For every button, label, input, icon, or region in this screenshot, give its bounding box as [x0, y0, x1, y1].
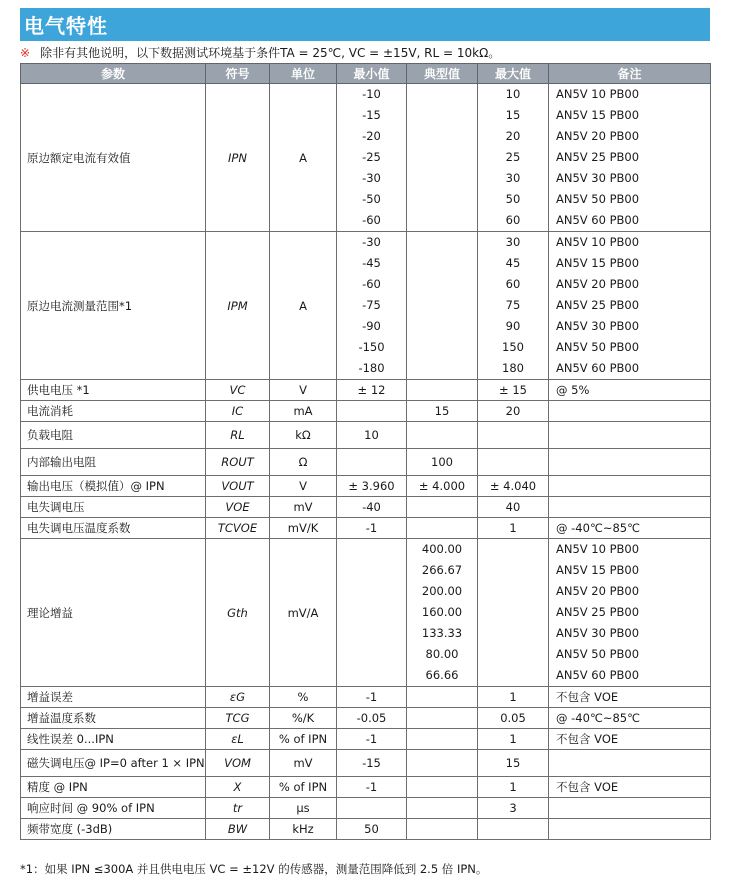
- symbol-cell: RL: [206, 422, 270, 449]
- min-cell: [337, 449, 407, 476]
- typ-cell: [407, 708, 478, 729]
- remark-cell-line: AN5V 50 PB00: [556, 192, 640, 206]
- header-symbol: 符号: [206, 64, 270, 84]
- param-cell: 原边电流测量范围*1: [21, 232, 206, 380]
- symbol-cell: X: [206, 777, 270, 798]
- max-cell-line: 25: [505, 150, 521, 164]
- min-cell: -1: [337, 729, 407, 750]
- max-cell-line: 150: [502, 340, 524, 354]
- min-cell: -1: [337, 518, 407, 539]
- remark-cell: [549, 401, 711, 422]
- param-cell: 供电电压 *1: [21, 380, 206, 401]
- min-cell-line: -10: [362, 87, 381, 101]
- table-row: [21, 476, 711, 497]
- remark-cell: 不包含 VOE: [549, 687, 711, 708]
- remark-cell-line: AN5V 30 PB00: [556, 319, 640, 333]
- param-cell: 精度 @ IPN: [21, 777, 206, 798]
- param-cell: 内部输出电阻: [21, 449, 206, 476]
- param-cell: 线性误差 0...IPN: [21, 729, 206, 750]
- param-cell: 响应时间 @ 90% of IPN: [21, 798, 206, 819]
- unit-cell: mV: [270, 497, 337, 518]
- remark-cell: @ -40℃~85℃: [549, 708, 711, 729]
- unit-cell: %/K: [270, 708, 337, 729]
- table-row: [21, 729, 711, 750]
- max-cell-line: 45: [505, 256, 521, 270]
- max-cell: 40: [478, 497, 549, 518]
- remark-cell-line: AN5V 50 PB00: [556, 340, 640, 354]
- max-cell-line: 75: [505, 298, 521, 312]
- remark-cell-line: AN5V 60 PB00: [556, 213, 640, 227]
- test-conditions-note: [20, 44, 500, 61]
- table-row: [21, 422, 711, 449]
- remark-cell-line: AN5V 15 PB00: [556, 256, 640, 270]
- table-row: [21, 401, 711, 422]
- header-min: 最小值: [337, 64, 407, 84]
- max-cell-line: 30: [505, 235, 521, 249]
- typ-cell-line: 266.67: [421, 563, 463, 577]
- unit-cell: Ω: [270, 449, 337, 476]
- remark-cell-line: AN5V 25 PB00: [556, 150, 640, 164]
- unit-cell: V: [270, 380, 337, 401]
- table-row: [21, 819, 711, 840]
- table-row: [21, 449, 711, 476]
- typ-cell: [407, 750, 478, 777]
- param-cell: 磁失调电压@ IP=0 after 1 × IPN: [21, 750, 206, 777]
- typ-cell: [407, 819, 478, 840]
- section-title-bar: [20, 8, 710, 41]
- typ-cell: [407, 539, 478, 687]
- typ-cell: [407, 798, 478, 819]
- min-cell-line: -150: [358, 340, 385, 354]
- table-row: [21, 777, 711, 798]
- max-cell-line: 60: [505, 277, 521, 291]
- typ-cell-line: 80.00: [425, 647, 459, 661]
- symbol-cell: tr: [206, 798, 270, 819]
- max-cell: 1: [478, 687, 549, 708]
- param-cell: 增益温度系数: [21, 708, 206, 729]
- remark-cell-line: AN5V 25 PB00: [556, 298, 640, 312]
- param-cell: 负载电阻: [21, 422, 206, 449]
- remark-cell-line: AN5V 50 PB00: [556, 647, 640, 661]
- table-row: [21, 708, 711, 729]
- param-cell: 输出电压（模拟值）@ IPN: [21, 476, 206, 497]
- unit-cell: V: [270, 476, 337, 497]
- table-row: [21, 518, 711, 539]
- remark-cell: [549, 819, 711, 840]
- typ-cell: [407, 232, 478, 380]
- param-cell: 电失调电压: [21, 497, 206, 518]
- typ-cell-line: 160.00: [421, 605, 463, 619]
- max-cell: 3: [478, 798, 549, 819]
- typ-cell: ± 4.000: [407, 476, 478, 497]
- min-cell-line: -15: [362, 108, 381, 122]
- min-cell: [337, 232, 407, 380]
- min-cell-line: -50: [362, 192, 381, 206]
- max-cell-line: 10: [505, 87, 521, 101]
- remark-cell-line: AN5V 20 PB00: [556, 129, 640, 143]
- remark-cell-line: AN5V 30 PB00: [556, 171, 640, 185]
- symbol-cell: VC: [206, 380, 270, 401]
- max-cell: [478, 819, 549, 840]
- remark-cell: [549, 232, 711, 380]
- typ-cell: [407, 729, 478, 750]
- max-cell: [478, 449, 549, 476]
- remark-cell: [549, 750, 711, 777]
- unit-cell: %: [270, 687, 337, 708]
- typ-cell: [407, 497, 478, 518]
- footnote: *1：如果 IPN ≤300A 并且供电电压 VC = ±12V 的传感器，测量范围降低到 2.5 倍 IPN。: [20, 862, 488, 876]
- remark-cell-line: AN5V 10 PB00: [556, 235, 640, 249]
- header-param: 参数: [21, 64, 206, 84]
- min-cell: -15: [337, 750, 407, 777]
- symbol-cell: Gth: [206, 539, 270, 687]
- remark-cell: @ 5%: [549, 380, 711, 401]
- unit-cell: mV/A: [270, 539, 337, 687]
- remark-cell: 不包含 VOE: [549, 729, 711, 750]
- header-remark: 备注: [549, 64, 711, 84]
- min-cell-line: -45: [362, 256, 381, 270]
- min-cell: -0.05: [337, 708, 407, 729]
- min-cell-line: -60: [362, 277, 381, 291]
- remark-cell: [549, 449, 711, 476]
- min-cell: 10: [337, 422, 407, 449]
- unit-cell: % of IPN: [270, 777, 337, 798]
- symbol-cell: VOUT: [206, 476, 270, 497]
- unit-cell: A: [270, 232, 337, 380]
- max-cell: [478, 232, 549, 380]
- min-cell: ± 3.960: [337, 476, 407, 497]
- min-cell: ± 12: [337, 380, 407, 401]
- param-cell: 电失调电压温度系数: [21, 518, 206, 539]
- unit-cell: kΩ: [270, 422, 337, 449]
- max-cell: 15: [478, 750, 549, 777]
- header-unit: 单位: [270, 64, 337, 84]
- max-cell: ± 15: [478, 380, 549, 401]
- table-row: [21, 380, 711, 401]
- symbol-cell: εL: [206, 729, 270, 750]
- remark-cell: [549, 476, 711, 497]
- remark-cell-line: AN5V 60 PB00: [556, 361, 640, 375]
- symbol-cell: VOM: [206, 750, 270, 777]
- remark-cell: [549, 422, 711, 449]
- max-cell: 1: [478, 729, 549, 750]
- max-cell: [478, 422, 549, 449]
- table-row: [21, 84, 711, 232]
- table-row: [21, 539, 711, 687]
- min-cell-line: -180: [358, 361, 385, 375]
- max-cell: 20: [478, 401, 549, 422]
- table-row: [21, 687, 711, 708]
- unit-cell: μs: [270, 798, 337, 819]
- symbol-cell: BW: [206, 819, 270, 840]
- min-cell: [337, 798, 407, 819]
- typ-cell: 100: [407, 449, 478, 476]
- remark-cell-line: AN5V 15 PB00: [556, 563, 640, 577]
- remark-cell-line: AN5V 10 PB00: [556, 542, 640, 556]
- symbol-cell: VOE: [206, 497, 270, 518]
- remark-cell-line: AN5V 10 PB00: [556, 87, 640, 101]
- unit-cell: mA: [270, 401, 337, 422]
- symbol-cell: IPM: [206, 232, 270, 380]
- min-cell-line: -60: [362, 213, 381, 227]
- table-row: [21, 232, 711, 380]
- symbol-cell: TCVOE: [206, 518, 270, 539]
- unit-cell: kHz: [270, 819, 337, 840]
- param-cell: 电流消耗: [21, 401, 206, 422]
- symbol-cell: εG: [206, 687, 270, 708]
- typ-cell-line: 400.00: [421, 542, 463, 556]
- max-cell: [478, 84, 549, 232]
- typ-cell: [407, 687, 478, 708]
- note-text: 除非有其他说明，以下数据测试环境基于条件TA = 25℃, VC = ±15V, RL = 10kΩ。: [40, 46, 501, 60]
- max-cell-line: 60: [505, 213, 521, 227]
- remark-cell: [549, 798, 711, 819]
- min-cell: [337, 401, 407, 422]
- typ-cell-line: 66.66: [425, 668, 459, 682]
- min-cell-line: -90: [362, 319, 381, 333]
- max-cell-line: 20: [505, 129, 521, 143]
- max-cell: 0.05: [478, 708, 549, 729]
- remark-cell-line: AN5V 25 PB00: [556, 605, 640, 619]
- remark-cell-line: AN5V 20 PB00: [556, 584, 640, 598]
- table-row: [21, 798, 711, 819]
- note-mark-icon: ※: [20, 46, 31, 60]
- min-cell: -40: [337, 497, 407, 518]
- typ-cell: [407, 84, 478, 232]
- symbol-cell: TCG: [206, 708, 270, 729]
- min-cell-line: -25: [362, 150, 381, 164]
- param-cell: 频带宽度 (-3dB): [21, 819, 206, 840]
- remark-cell-line: AN5V 60 PB00: [556, 668, 640, 682]
- typ-cell: 15: [407, 401, 478, 422]
- min-cell: -1: [337, 777, 407, 798]
- remark-cell-line: AN5V 15 PB00: [556, 108, 640, 122]
- min-cell: [337, 84, 407, 232]
- unit-cell: mV: [270, 750, 337, 777]
- unit-cell: % of IPN: [270, 729, 337, 750]
- typ-cell: [407, 777, 478, 798]
- header-max: 最大值: [478, 64, 549, 84]
- max-cell-line: 30: [505, 171, 521, 185]
- remark-cell: @ -40℃~85℃: [549, 518, 711, 539]
- remark-cell-line: AN5V 30 PB00: [556, 626, 640, 640]
- param-cell: 增益误差: [21, 687, 206, 708]
- unit-cell: mV/K: [270, 518, 337, 539]
- header-typ: 典型值: [407, 64, 478, 84]
- min-cell-line: -75: [362, 298, 381, 312]
- max-cell-line: 180: [502, 361, 524, 375]
- typ-cell-line: 133.33: [421, 626, 463, 640]
- max-cell: ± 4.040: [478, 476, 549, 497]
- remark-cell: [549, 497, 711, 518]
- min-cell: -1: [337, 687, 407, 708]
- param-cell: 原边额定电流有效值: [21, 84, 206, 232]
- electrical-characteristics-table: [20, 63, 711, 840]
- unit-cell: A: [270, 84, 337, 232]
- remark-cell: [549, 539, 711, 687]
- min-cell-line: -30: [362, 171, 381, 185]
- symbol-cell: IPN: [206, 84, 270, 232]
- typ-cell: [407, 422, 478, 449]
- param-cell: 理论增益: [21, 539, 206, 687]
- symbol-cell: ROUT: [206, 449, 270, 476]
- typ-cell-line: 200.00: [421, 584, 463, 598]
- max-cell: 1: [478, 777, 549, 798]
- min-cell-line: -30: [362, 235, 381, 249]
- section-title: 电气特性: [24, 14, 108, 38]
- max-cell: 1: [478, 518, 549, 539]
- max-cell-line: 90: [505, 319, 521, 333]
- typ-cell: [407, 518, 478, 539]
- max-cell: [478, 539, 549, 687]
- min-cell: 50: [337, 819, 407, 840]
- min-cell-line: -20: [362, 129, 381, 143]
- remark-cell-line: AN5V 20 PB00: [556, 277, 640, 291]
- max-cell-line: 15: [505, 108, 521, 122]
- remark-cell: 不包含 VOE: [549, 777, 711, 798]
- min-cell: [337, 539, 407, 687]
- symbol-cell: IC: [206, 401, 270, 422]
- remark-cell: [549, 84, 711, 232]
- table-row: [21, 750, 711, 777]
- table-header-row: [21, 64, 711, 84]
- max-cell-line: 50: [505, 192, 521, 206]
- table-row: [21, 497, 711, 518]
- typ-cell: [407, 380, 478, 401]
